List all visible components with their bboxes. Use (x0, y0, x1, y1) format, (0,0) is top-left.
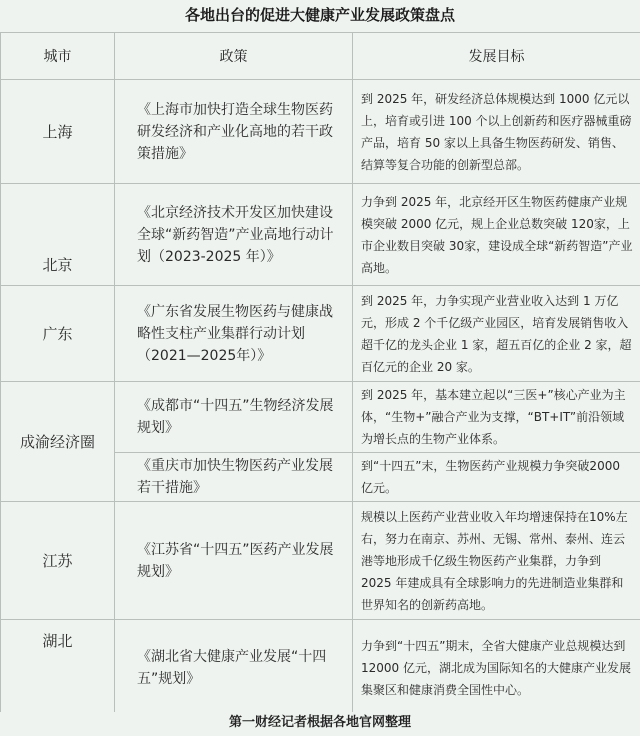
header-goal: 发展目标 (353, 33, 640, 80)
goal-cell: 到 2025 年，研发经济总体规模达到 1000 亿元以上，培育或引进 100 个以上创新药和医疗器械重磅产品，培育 50 家以上具备生物医药研发、销售、结算等复合功能的创新型总部。 (353, 80, 640, 184)
header-city: 城市 (1, 33, 115, 80)
header-row (1, 33, 640, 80)
policy-cell: 《北京经济技术开发区加快建设全球“新药智造”产业高地行动计划（2023-2025 年）》 (115, 184, 353, 286)
goal-cell: 到 2025 年，基本建立起以“三医+”核心产业为主体，“生物+”融合产业为支撑，“BT+IT”前沿领域为增长点的生物产业体系。 (353, 382, 640, 453)
city-cell: 成渝经济圈 (1, 382, 115, 502)
policy-table (0, 32, 640, 716)
goal-cell: 规模以上医药产业营业收入年均增速保持在10%左右，努力在南京、苏州、无锡、常州、泰州、连云港等地形成千亿级生物医药产业集群，力争到 2025 年建成具有全球影响力的先进制造业集群和世界知名的创新药高地。 (353, 502, 640, 620)
policy-cell: 《上海市加快打造全球生物医药研发经济和产业化高地的若干政策措施》 (115, 80, 353, 184)
policy-cell: 《重庆市加快生物医药产业发展若干措施》 (115, 453, 353, 502)
city-cell: 北京 (1, 184, 115, 286)
goal-cell: 到“十四五”末，生物医药产业规模力争突破2000 亿元。 (353, 453, 640, 502)
policy-cell: 《成都市“十四五”生物经济发展规划》 (115, 382, 353, 453)
table-row (1, 80, 640, 184)
goal-cell: 力争到 2025 年，北京经开区生物医药健康产业规模突破 2000 亿元，规上企业总数突破 120家，上市企业数目突破 30家，建设成全球“新药智造”产业高地。 (353, 184, 640, 286)
city-cell: 江苏 (1, 502, 115, 620)
goal-cell: 到 2025 年，力争实现产业营业收入达到 1 万亿元，形成 2 个千亿级产业园区，培育发展销售收入超千亿的龙头企业 1 家，超五百亿的企业 2 家，超百亿元的企业 20 家。 (353, 286, 640, 382)
goal-cell: 力争到“十四五”期末，全省大健康产业总规模达到 12000 亿元，湖北成为国际知名的大健康产业发展集聚区和健康消费全国性中心。 (353, 620, 640, 716)
source-note: 第一财经记者根据各地官网整理 (0, 712, 640, 736)
table-title: 各地出台的促进大健康产业发展政策盘点 (184, 6, 455, 24)
policy-cell: 《湖北省大健康产业发展“十四五”规划》 (115, 620, 353, 716)
table-row (1, 502, 640, 620)
table-row (1, 620, 640, 716)
header-policy: 政策 (115, 33, 353, 80)
table-row (1, 286, 640, 382)
table-row (1, 382, 640, 453)
city-cell: 湖北 (1, 620, 115, 716)
policy-cell: 《广东省发展生物医药与健康战略性支柱产业集群行动计划（2021—2025年）》 (115, 286, 353, 382)
city-cell: 上海 (1, 80, 115, 184)
policy-cell: 《江苏省“十四五”医药产业发展规划》 (115, 502, 353, 620)
table-row (1, 184, 640, 286)
city-cell: 广东 (1, 286, 115, 382)
